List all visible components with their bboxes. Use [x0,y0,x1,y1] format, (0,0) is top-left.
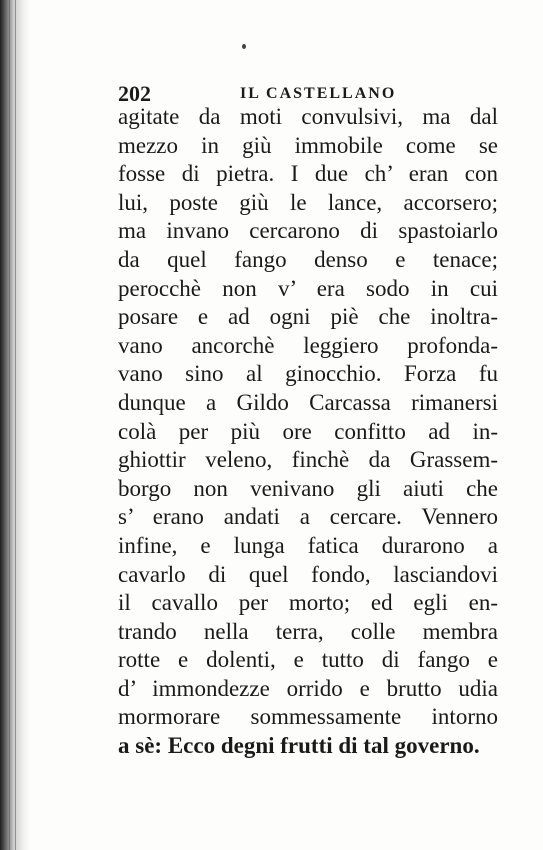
running-title: IL CASTELLANO [240,85,397,102]
text-line-final: a sè: Ecco degni frutti di tal governo. [118,733,480,759]
text-line: infine, e lunga fatica durarono a [118,532,498,558]
text-line: ma invano cercarono di spastoiarlo [118,218,498,244]
ink-speck [242,44,246,49]
text-line: posare e ad ogni piè che inoltra- [118,304,498,330]
text-line: mezzo in giù immobile come se [118,132,498,158]
text-line: borgo non venivano gli aiuti che [118,475,498,501]
text-line: cavarlo di quel fondo, lasciandovi [118,561,498,587]
text-line: dunque a Gildo Carcassa rimanersi [118,389,498,415]
text-line: perocchè non v’ era sodo in cui [118,275,498,301]
text-line: d’ immondezze orrido e brutto udia [118,675,498,701]
text-line: colà per più ore confitto ad in- [118,418,498,444]
text-line: s’ erano andati a cercare. Vennero [118,504,498,530]
text-line: il cavallo per morto; ed egli en- [118,590,498,616]
text-line: agitate da moti convulsivi, ma dal [118,104,498,129]
body-text [118,103,498,761]
text-line: rotte e dolenti, e tutto di fango e [118,647,498,673]
text-line: da quel fango denso e tenace; [118,246,498,272]
book-spine-shadow [0,0,30,850]
text-line: lui, poste giù le lance, accorsero; [118,189,498,215]
spine-line [4,0,5,850]
text-line: ghiottir veleno, finchè da Grassem- [118,447,498,473]
page-number: 202 [118,81,151,106]
spine-line [15,0,16,850]
text-line: vano sino al ginocchio. Forza fu [118,361,498,387]
text-line: vano ancorchè leggiero profonda- [118,332,498,358]
text-line: trando nella terra, colle membra [118,618,498,644]
text-line: fosse di pietra. I due ch’ eran con [118,161,498,187]
text-line: mormorare sommessamente intorno [118,704,498,730]
spine-line [9,0,10,850]
